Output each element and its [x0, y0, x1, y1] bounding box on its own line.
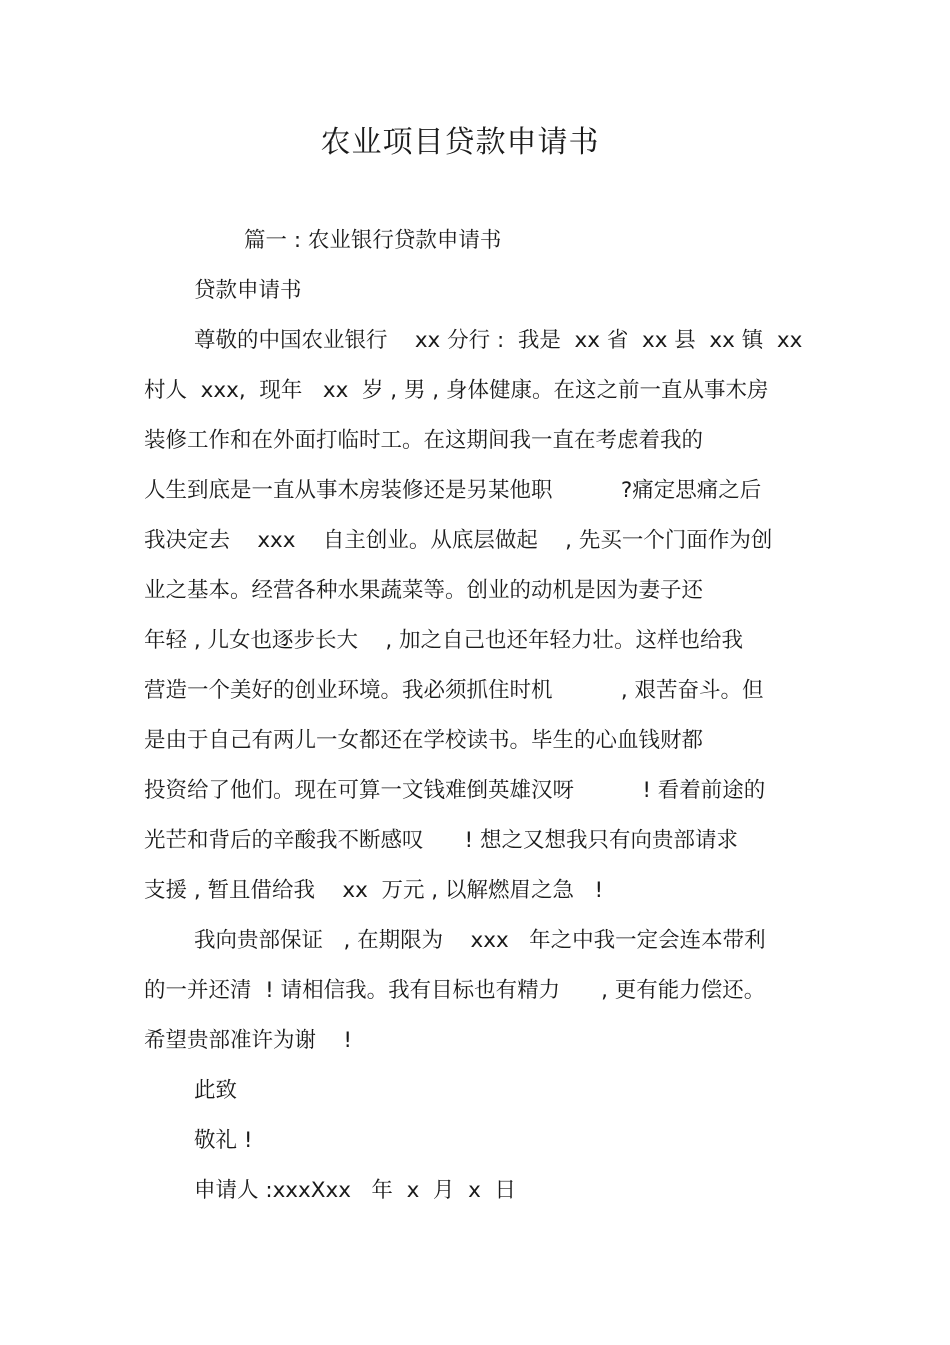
closing-salutation: 敬礼 !	[194, 1128, 253, 1153]
body-line: 我决定去 xxx 自主创业。从底层做起 , 先买一个门面作为创	[144, 528, 773, 553]
body-line: 装修工作和在外面打临时工。在这期间我一直在考虑着我的	[144, 428, 704, 453]
section-heading: 贷款申请书	[194, 278, 302, 303]
article-subtitle: 篇一 : 农业银行贷款申请书	[244, 228, 502, 253]
body-line: 的一并还清 ! 请相信我。我有目标也有精力 , 更有能力偿还。	[144, 978, 766, 1003]
closing-line: 此致	[194, 1078, 238, 1103]
document-title: 农业项目贷款申请书	[320, 125, 600, 160]
body-line: 支援 , 暂且借给我 xx 万元 , 以解燃眉之急 !	[144, 878, 604, 903]
body-line: 人生到底是一直从事木房装修还是另某他职 ?痛定思痛之后	[144, 478, 762, 503]
body-line: 希望贵部准许为谢 !	[144, 1028, 352, 1053]
body-line: 尊敬的中国农业银行 xx 分行 : 我是 xx 省 xx 县 xx 镇 xx	[194, 328, 803, 353]
body-line: 村人 xxx, 现年 xx 岁 , 男 , 身体健康。在这之前一直从事木房	[144, 378, 769, 403]
body-line: 业之基本。经营各种水果蔬菜等。创业的动机是因为妻子还	[144, 578, 704, 603]
applicant-signature-line: 申请人 :xxxXxx 年 x 月 x 日	[194, 1178, 517, 1203]
body-line: 是由于自己有两儿一女都还在学校读书。毕生的心血钱财都	[144, 728, 704, 753]
body-line: 投资给了他们。现在可算一文钱难倒英雄汉呀 ! 看着前途的	[144, 778, 766, 803]
body-line: 光芒和背后的辛酸我不断感叹 ! 想之又想我只有向贵部请求	[144, 828, 738, 853]
body-line: 我向贵部保证 , 在期限为 xxx 年之中我一定会连本带利	[194, 928, 766, 953]
body-line: 年轻 , 儿女也逐步长大 , 加之自己也还年轻力壮。这样也给我	[144, 628, 744, 653]
body-line: 营造一个美好的创业环境。我必须抓住时机 , 艰苦奋斗。但	[144, 678, 764, 703]
